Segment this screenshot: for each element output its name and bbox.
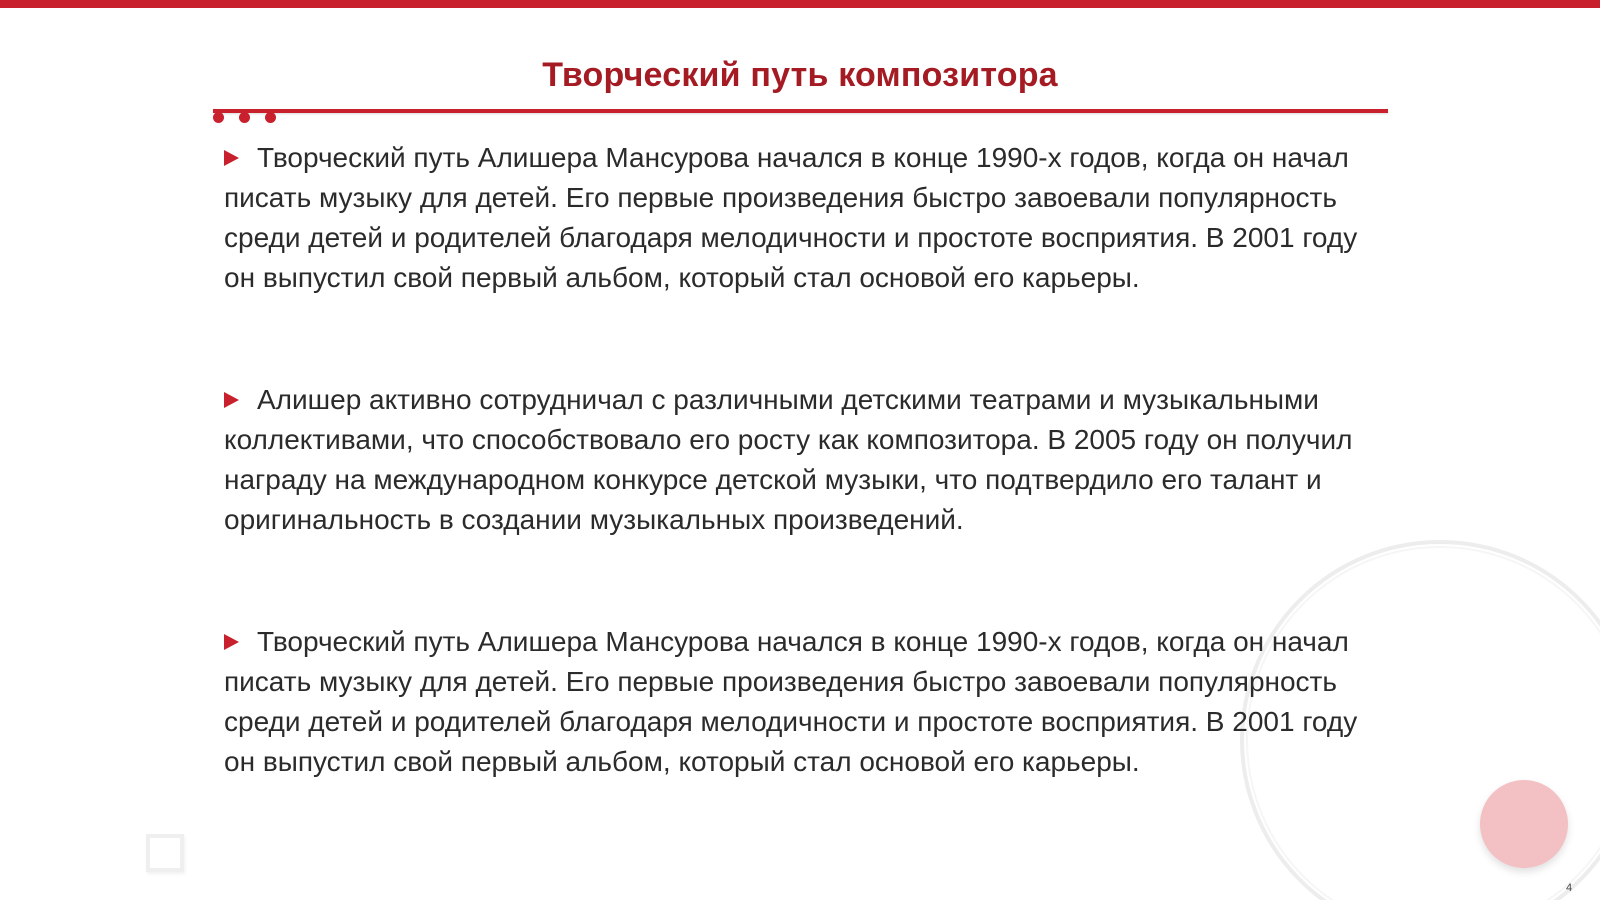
top-accent-bar	[0, 0, 1600, 8]
bullet-text: Алишер активно сотрудничал с различными детскими театрами и музыкальными коллективами, что способствовало его росту как композитора. В 2005 году он получил награду на международном конкурсе детской музыки, что подтвердило его талант и оригинальность в создании музыкальных произведений.	[224, 384, 1353, 535]
slide-title: Творческий путь композитора	[542, 56, 1058, 94]
title-underline	[213, 109, 1388, 113]
bullet-item	[224, 138, 1384, 298]
page-number: 4	[1566, 882, 1573, 894]
underline-dot	[239, 112, 250, 123]
bullet-text: Творческий путь Алишера Мансурова начался в конце 1990-х годов, когда он начал писать музыку для детей. Его первые произведения быстро завоевали популярность среди детей и родителей благодаря мелодичности и простоте восприятия. В 2001 году он выпустил свой первый альбом, который стал основой его карьеры.	[224, 626, 1358, 777]
decorative-square	[146, 834, 184, 872]
decorative-pink-circle	[1480, 780, 1568, 868]
bullet-text: Творческий путь Алишера Мансурова начался в конце 1990-х годов, когда он начал писать музыку для детей. Его первые произведения быстро завоевали популярность среди детей и родителей благодаря мелодичности и простоте восприятия. В 2001 году он выпустил свой первый альбом, который стал основой его карьеры.	[224, 142, 1358, 293]
bullet-item	[224, 380, 1384, 540]
bullet-item	[224, 622, 1384, 782]
triangle-right-icon	[224, 392, 239, 408]
bullet-list	[224, 138, 1384, 782]
triangle-right-icon	[224, 150, 239, 166]
underline-dot	[213, 112, 224, 123]
underline-dot	[265, 112, 276, 123]
triangle-right-icon	[224, 634, 239, 650]
